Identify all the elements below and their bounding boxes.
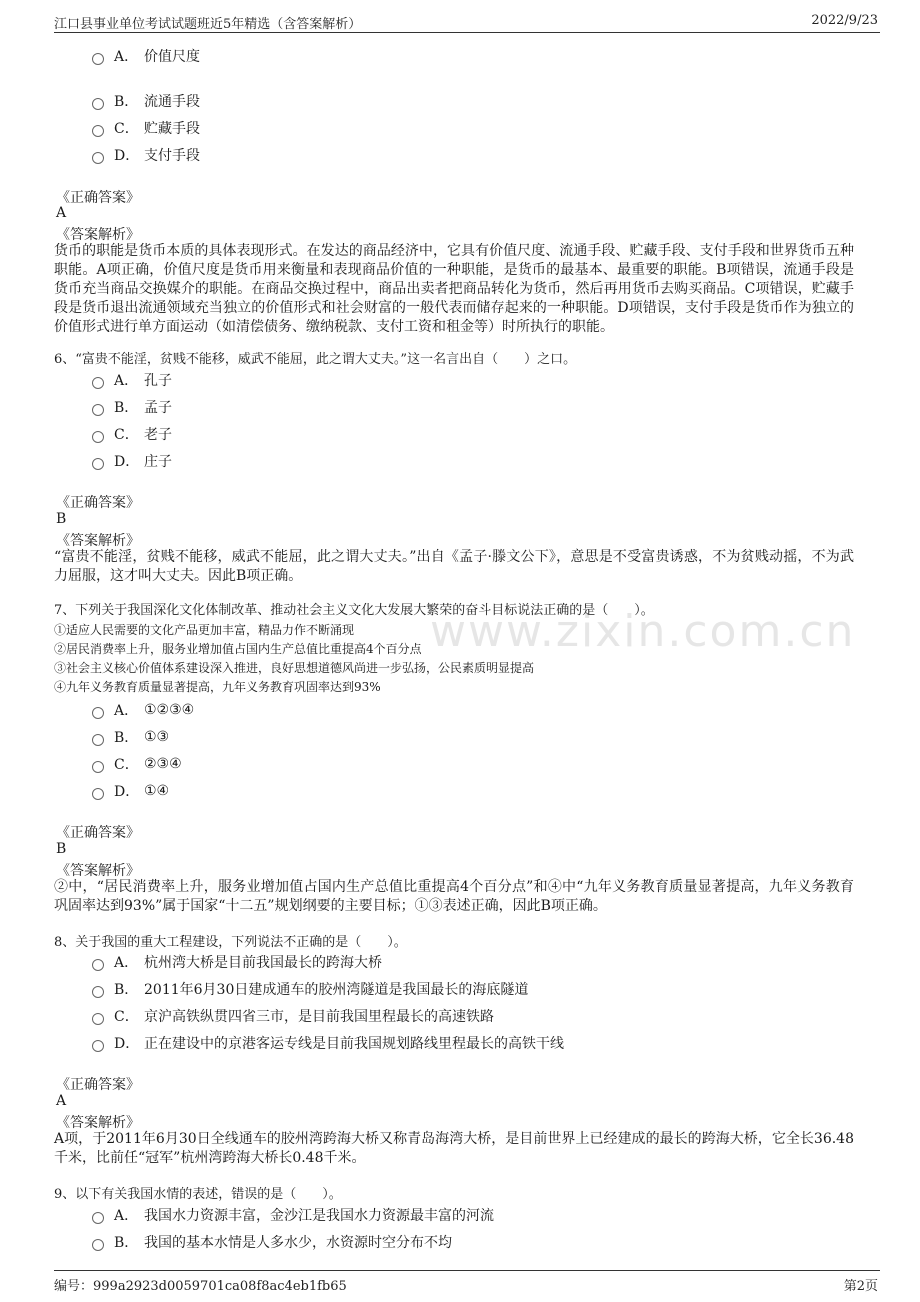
- radio-icon[interactable]: [92, 707, 104, 719]
- q8-option-c[interactable]: C． 京沪高铁纵贯四省三市，是目前我国里程最长的高速铁路: [92, 1006, 494, 1026]
- q5-option-a[interactable]: A． 价值尺度: [92, 46, 200, 66]
- q6-analysis-label: 《答案解析》: [56, 533, 140, 549]
- q9-question: 9、以下有关我国水情的表述，错误的是（ ）。: [54, 1187, 342, 1202]
- q7-item-4: ④九年义务教育质量显著提高，九年义务教育巩固率达到93%: [54, 680, 381, 694]
- q7-answer: B: [56, 841, 67, 857]
- footer-rule: [54, 1270, 880, 1271]
- radio-icon[interactable]: [92, 458, 104, 470]
- header-rule: [54, 32, 880, 33]
- q5-option-d[interactable]: D． 支付手段: [92, 145, 200, 165]
- q8-option-d[interactable]: D． 正在建设中的京港客运专线是目前我国规划路线里程最长的高铁干线: [92, 1033, 564, 1053]
- radio-icon[interactable]: [92, 152, 104, 164]
- q5-analysis-label: 《答案解析》: [56, 227, 140, 243]
- radio-icon[interactable]: [92, 125, 104, 137]
- document-date: 2022/9/23: [811, 13, 878, 28]
- document-title: 江口县事业单位考试试题班近5年精选（含答案解析）: [54, 17, 362, 32]
- q7-option-c[interactable]: C． ②③④: [92, 754, 182, 774]
- radio-icon[interactable]: [92, 959, 104, 971]
- q5-correct-answer-label: 《正确答案》: [56, 190, 140, 206]
- q8-analysis-label: 《答案解析》: [56, 1115, 140, 1131]
- q6-option-a[interactable]: A． 孔子: [92, 370, 172, 390]
- q5-analysis: 货币的职能是货币本质的具体表现形式。在发达的商品经济中，它具有价值尺度、流通手段、贮藏手段、支付手段和世界货币五种职能。A项正确，价值尺度是货币用来衡量和表现商品价值的一种职能，是货币的最基本、最重要的职能。B项错误，流通手段是货币充当商品交换媒介的职能。在商品交换过程中，商品出卖者把商品转化为货币，然后再用货币去购买商品。C项错误，贮藏手段是货币退出流通领域充当独立的价值形式和社会财富的一般代表而储存起来的一种职能。D项错误，支付手段是货币作为独立的价值形式进行单方面运动（如清偿债务、缴纳税款、支付工资和租金等）时所执行的职能。: [54, 243, 854, 335]
- radio-icon[interactable]: [92, 788, 104, 800]
- radio-icon[interactable]: [92, 404, 104, 416]
- q6-question: 6、“富贵不能淫，贫贱不能移，威武不能屈，此之谓大丈夫。”这一名言出自（ ）之口。: [54, 352, 577, 367]
- q6-option-d[interactable]: D． 庄子: [92, 451, 172, 471]
- radio-icon[interactable]: [92, 1040, 104, 1052]
- q5-answer: A: [56, 205, 67, 221]
- page-number: 第2页: [843, 1279, 878, 1294]
- q6-correct-answer-label: 《正确答案》: [56, 495, 140, 511]
- radio-icon[interactable]: [92, 431, 104, 443]
- q7-item-2: ②居民消费率上升，服务业增加值占国内生产总值比重提高4个百分点: [54, 642, 422, 656]
- q6-analysis: “富贵不能淫，贫贱不能移，威武不能屈，此之谓大丈夫。”出自《孟子·滕文公下》，意思是不受富贵诱惑，不为贫贱动摇，不为武力屈服，这才叫大丈夫。因此B项正确。: [54, 549, 854, 584]
- q7-item-1: ①适应人民需要的文化产品更加丰富，精品力作不断涌现: [54, 623, 355, 637]
- radio-icon[interactable]: [92, 377, 104, 389]
- q8-analysis: A项，于2011年6月30日全线通车的胶州湾跨海大桥又称青岛海湾大桥，是目前世界上已经建成的最长的跨海大桥，它全长36.48千米，比前任“冠军”杭州湾跨海大桥长0.48千米。: [54, 1131, 854, 1166]
- q8-question: 8、关于我国的重大工程建设，下列说法不正确的是（ ）。: [54, 935, 407, 950]
- q9-option-b[interactable]: B． 我国的基本水情是人多水少，水资源时空分布不均: [92, 1232, 452, 1252]
- radio-icon[interactable]: [92, 734, 104, 746]
- radio-icon[interactable]: [92, 761, 104, 773]
- q8-option-b[interactable]: B． 2011年6月30日建成通车的胶州湾隧道是我国最长的海底隧道: [92, 979, 528, 999]
- q7-item-3: ③社会主义核心价值体系建设深入推进，良好思想道德风尚进一步弘扬，公民素质明显提高: [54, 661, 535, 675]
- q7-option-d[interactable]: D． ①④: [92, 781, 169, 801]
- q7-option-b[interactable]: B． ①③: [92, 727, 169, 747]
- q8-option-a[interactable]: A． 杭州湾大桥是目前我国最长的跨海大桥: [92, 952, 382, 972]
- radio-icon[interactable]: [92, 1013, 104, 1025]
- q9-option-a[interactable]: A． 我国水力资源丰富，金沙江是我国水力资源最丰富的河流: [92, 1205, 494, 1225]
- q6-option-c[interactable]: C． 老子: [92, 424, 172, 444]
- q8-answer: A: [56, 1093, 67, 1109]
- q6-answer: B: [56, 511, 67, 527]
- q6-option-b[interactable]: B． 孟子: [92, 397, 172, 417]
- radio-icon[interactable]: [92, 1212, 104, 1224]
- q7-correct-answer-label: 《正确答案》: [56, 825, 140, 841]
- radio-icon[interactable]: [92, 98, 104, 110]
- q7-analysis-label: 《答案解析》: [56, 863, 140, 879]
- q8-correct-answer-label: 《正确答案》: [56, 1077, 140, 1093]
- q7-question: 7、下列关于我国深化文化体制改革、推动社会主义文化大发展大繁荣的奋斗目标说法正确的是（ ）。: [54, 603, 654, 618]
- radio-icon[interactable]: [92, 53, 104, 65]
- q5-option-b[interactable]: B． 流通手段: [92, 91, 200, 111]
- q7-option-a[interactable]: A． ①②③④: [92, 700, 194, 720]
- q5-option-c[interactable]: C． 贮藏手段: [92, 118, 200, 138]
- radio-icon[interactable]: [92, 1239, 104, 1251]
- watermark: www.zixin.com.cn: [430, 606, 856, 657]
- radio-icon[interactable]: [92, 986, 104, 998]
- q7-analysis: ②中，“居民消费率上升，服务业增加值占国内生产总值比重提高4个百分点”和④中“九年义务教育质量显著提高，九年义务教育巩固率达到93%”属于国家“十二五”规划纲要的主要目标；①③表述正确，因此B项正确。: [54, 879, 854, 914]
- document-code: 编号：999a2923d0059701ca08f8ac4eb1fb65: [54, 1279, 347, 1294]
